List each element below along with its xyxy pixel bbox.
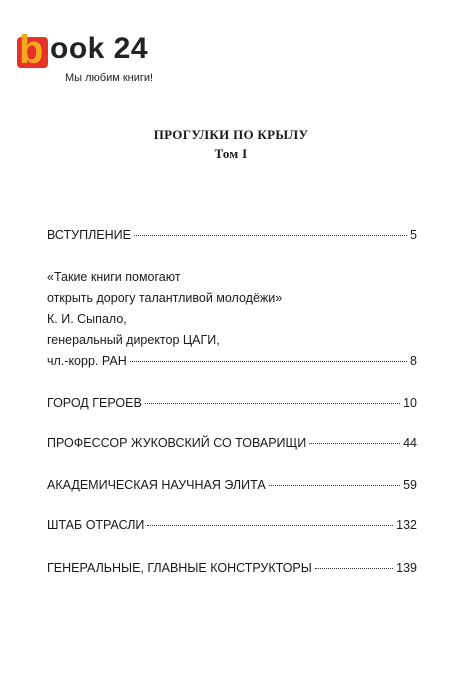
toc-entry-page: 44 xyxy=(403,436,417,450)
quote-line: «Такие книги помогают xyxy=(47,270,181,284)
toc-entry-page: 139 xyxy=(396,561,417,575)
logo-mark xyxy=(17,28,48,72)
toc-entry-label: ШТАБ ОТРАСЛИ xyxy=(47,518,145,532)
quote-line: открыть дорогу талантливой молодёжи» xyxy=(47,291,283,305)
logo-letter: b xyxy=(19,28,44,72)
quote-line: К. И. Сыпало, xyxy=(47,312,127,326)
toc-entry-intro xyxy=(47,228,417,242)
toc-entry-label: ГОРОД ГЕРОЕВ xyxy=(47,396,142,410)
toc-entry-page: 10 xyxy=(403,396,417,410)
toc-entry-page: 8 xyxy=(410,354,417,368)
logo-wordmark: ook 24 xyxy=(50,32,149,65)
toc-entry xyxy=(47,478,417,492)
leader-dots xyxy=(315,568,393,569)
leader-dots xyxy=(145,403,400,404)
toc-entry-page: 59 xyxy=(403,478,417,492)
toc-entry xyxy=(47,436,417,450)
book-title: ПРОГУЛКИ ПО КРЫЛУ xyxy=(153,127,309,142)
leader-dots xyxy=(134,235,407,236)
volume-label: Том I xyxy=(214,146,248,161)
toc-entry xyxy=(47,518,417,532)
leader-dots xyxy=(147,525,393,526)
leader-dots xyxy=(269,485,400,486)
logo-tagline: Мы любим книги! xyxy=(65,72,154,84)
toc-entry-page: 132 xyxy=(396,518,417,532)
leader-dots xyxy=(309,443,400,444)
toc-entry-label: чл.-корр. РАН xyxy=(47,354,127,368)
toc-entry-page: 5 xyxy=(410,228,417,242)
toc-entry xyxy=(47,561,417,575)
book24-logo xyxy=(17,28,177,90)
toc-entry-label: ПРОФЕССОР ЖУКОВСКИЙ СО ТОВАРИЩИ xyxy=(47,436,307,450)
leader-dots xyxy=(130,361,407,362)
toc-entry xyxy=(47,396,417,410)
toc-quote-block xyxy=(47,267,417,351)
toc-entry-label: ГЕНЕРАЛЬНЫЕ, ГЛАВНЫЕ КОНСТРУКТОРЫ xyxy=(47,561,312,575)
quote-line: генеральный директор ЦАГИ, xyxy=(47,333,220,347)
toc-entry-label: ВСТУПЛЕНИЕ xyxy=(47,228,131,242)
toc-entry-quote xyxy=(47,354,417,368)
toc-entry-label: АКАДЕМИЧЕСКАЯ НАУЧНАЯ ЭЛИТА xyxy=(47,478,266,492)
